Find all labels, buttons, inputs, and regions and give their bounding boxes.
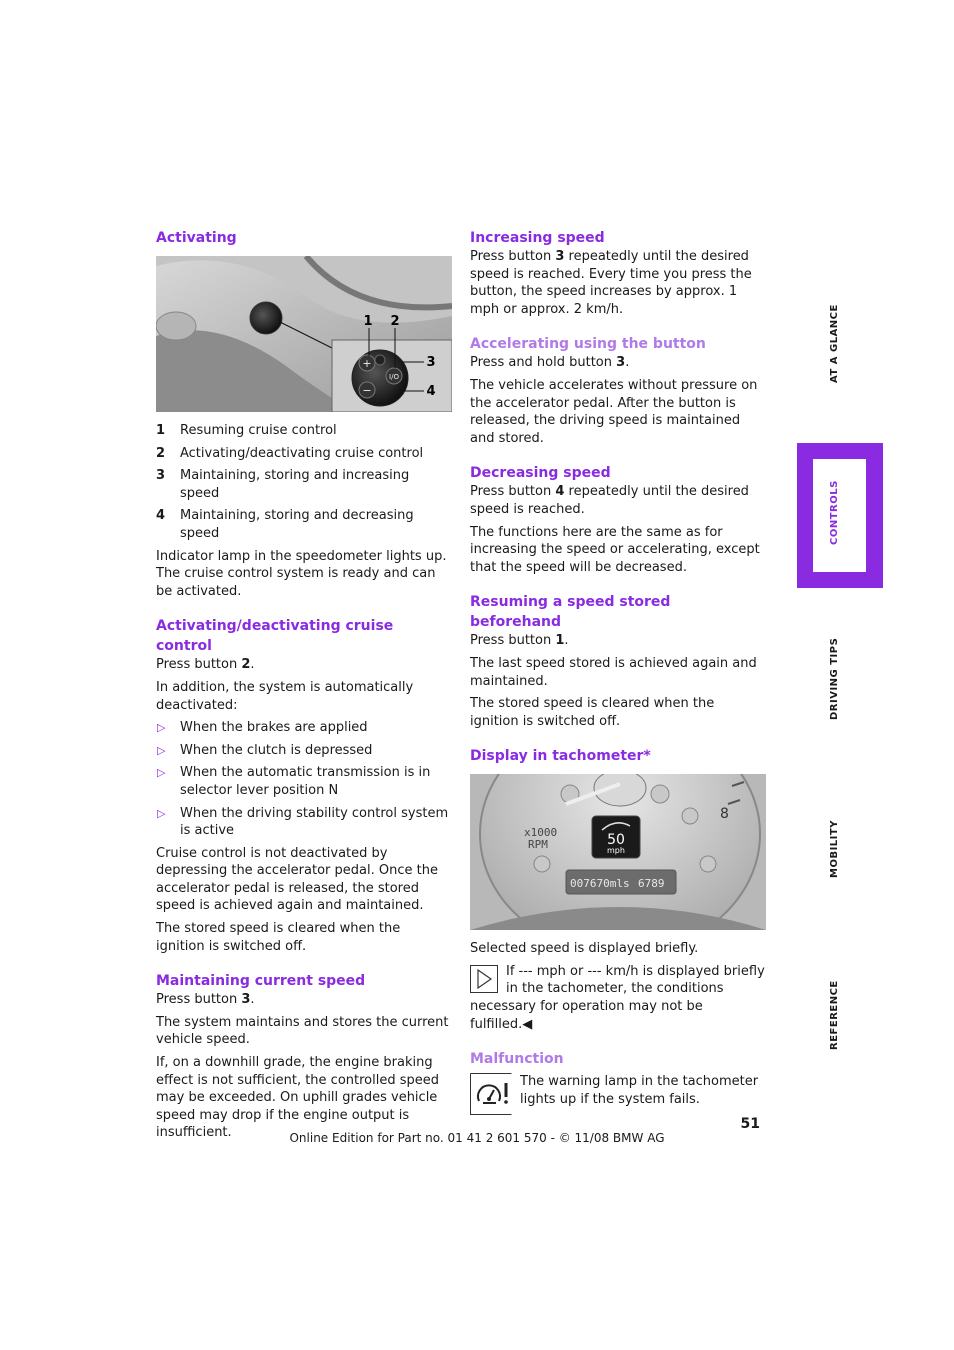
paragraph: The stored speed is cleared when the ignition is switched off. — [156, 921, 401, 954]
svg-text:+: + — [362, 357, 372, 370]
right-column — [470, 228, 766, 1113]
heading-malfunction: Malfunction — [470, 1051, 564, 1068]
footer: Online Edition for Part no. 01 41 2 601 570 - © 11/08 BMW AG — [289, 1131, 665, 1145]
paragraph: In addition, the system is automatically deactivated: — [156, 679, 414, 713]
heading-display-tachometer: Display in tachometer* — [470, 748, 651, 765]
tab-label: AT A GLANCE — [829, 304, 840, 383]
paragraph: The warning lamp in the tachometer lights up if the system fails. — [520, 1074, 759, 1107]
odometer-reading: 007670mls — [570, 877, 630, 891]
svg-text:8: 8 — [720, 806, 729, 823]
svg-text:I/O: I/O — [389, 373, 399, 381]
list-item: ▷ When the automatic transmission is in selector lever position N — [157, 765, 431, 798]
callout-legend-list — [156, 422, 452, 543]
tachometer-display-figure — [470, 774, 766, 930]
triangle-bullet-icon: ▷ — [157, 766, 166, 780]
deactivation-conditions-list — [156, 719, 452, 840]
trip-reading: 6789 — [638, 877, 665, 891]
left-column — [156, 228, 452, 1147]
heading-increasing: Increasing speed — [470, 230, 605, 246]
list-item: 1 Resuming cruise control — [156, 423, 337, 438]
list-item: 3 Maintaining, storing and increasing speed — [156, 468, 410, 501]
heading-activating: Activating — [156, 230, 237, 246]
paragraph: Press and hold button 3. — [470, 355, 630, 371]
tab-label: MOBILITY — [829, 820, 840, 878]
callout-3: 3 — [426, 355, 436, 370]
note-arrow-icon — [470, 965, 498, 993]
set-speed-value: 50 — [607, 832, 625, 849]
rpm-multiplier-label: x1000 — [524, 826, 558, 840]
paragraph: Press button 4 repeatedly until the desired speed is reached. — [470, 484, 749, 517]
paragraph: Cruise control is not deactivated by depressing the accelerator pedal. Once the accelerator pedal is released, the stored speed is achieved again and maintained. — [156, 845, 438, 914]
heading-accelerating: Accelerating using the button — [470, 336, 706, 353]
list-item: 2 Activating/deactivating cruise control — [156, 445, 424, 461]
callout-2: 2 — [390, 314, 400, 329]
paragraph: Press button 1. — [470, 633, 569, 649]
callout-4: 4 — [426, 384, 436, 399]
tab-controls[interactable] — [797, 443, 883, 588]
paragraph: Indicator lamp in the speedometer lights up. The cruise control system is ready and can be activated. — [156, 548, 447, 599]
list-item: ▷ When the clutch is depressed — [157, 742, 373, 758]
heading-resuming: Resuming a speed stored beforehand — [470, 594, 671, 631]
svg-text:−: − — [362, 384, 372, 397]
paragraph: The last speed stored is achieved again and maintained. — [470, 655, 757, 689]
triangle-bullet-icon: ▷ — [157, 721, 166, 735]
tab-label: REFERENCE — [829, 980, 840, 1050]
callout-1: 1 — [363, 314, 373, 329]
steering-wheel-buttons-figure — [156, 256, 452, 412]
paragraph: The functions here are the same as for increasing the speed or accelerating, except that the speed will be decreased. — [470, 524, 760, 575]
end-mark-icon: ◀ — [522, 1016, 533, 1032]
note-paragraph: If --- mph or --- km/h is displayed briefly in the tachometer, the conditions necessary for operation may not be fulfilled.◀ — [470, 963, 765, 1032]
paragraph: If, on a downhill grade, the engine braking effect is not sufficient, the controlled speed may be exceeded. On uphill grades vehicle speed may drop if the engine output is insufficient. — [156, 1055, 440, 1141]
paragraph: Press button 3 repeatedly until the desired speed is reached. Every time you press the button, the speed increases by approx. 1 mph or approx. 2 km/h. — [470, 249, 752, 317]
page-number: 51 — [740, 1116, 760, 1132]
set-speed-unit: mph — [607, 846, 625, 856]
triangle-bullet-icon: ▷ — [157, 743, 166, 757]
list-item: 4 Maintaining, storing and decreasing speed — [156, 508, 414, 541]
paragraph: The stored speed is cleared when the ignition is switched off. — [470, 696, 715, 729]
malfunction-warning — [470, 1073, 766, 1108]
rpm-label: RPM — [528, 838, 548, 852]
cruise-control-warning-icon — [470, 1073, 512, 1115]
triangle-bullet-icon: ▷ — [157, 806, 166, 820]
figure-caption: Selected speed is displayed briefly. — [470, 941, 699, 957]
heading-activating-deactivating: Activating/deactivating cruise control — [156, 618, 394, 655]
tab-label: DRIVING TIPS — [829, 637, 840, 720]
list-item: ▷ When the brakes are applied — [157, 720, 368, 736]
heading-decreasing: Decreasing speed — [470, 465, 611, 482]
paragraph: Press button 2. — [156, 657, 255, 673]
tab-label: CONTROLS — [829, 480, 840, 545]
paragraph: The system maintains and stores the current vehicle speed. — [156, 1014, 449, 1048]
paragraph: The vehicle accelerates without pressure on the accelerator pedal. After the button is released, the driving speed is maintained and stored. — [470, 377, 758, 446]
list-item: ▷ When the driving stability control system is active — [157, 805, 449, 839]
heading-maintaining: Maintaining current speed — [156, 973, 366, 990]
paragraph: Press button 3. — [156, 992, 255, 1008]
